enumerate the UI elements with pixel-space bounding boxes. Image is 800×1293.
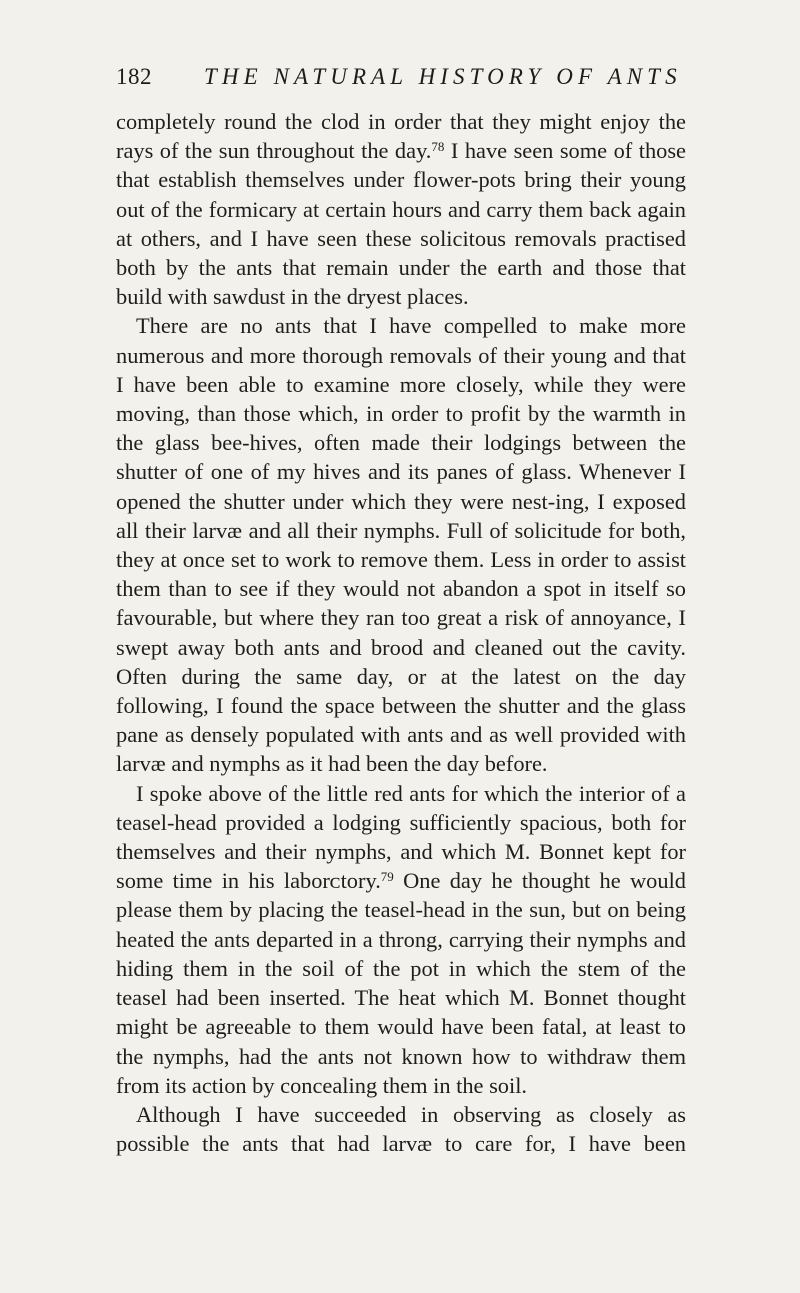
footnote-reference-79: 79 xyxy=(380,869,394,885)
paragraph-text: One day he thought he would please them by placing the teasel-head in the sun, but on being heated the ants departed in a throng, carrying their nymphs and hiding them in the soil of the pot in which the stem of the teasel had been inserted. The heat which M. Bonnet thought might be agreeable to them would have been fatal, at least to the nymphs, had the ants not known how to withdraw them from its action by concealing them in the soil. xyxy=(116,868,686,1098)
paragraph-1 xyxy=(116,107,686,311)
footnote-reference-78: 78 xyxy=(431,139,445,155)
page-number: 182 xyxy=(116,64,152,89)
paragraph-text: I spoke above of the little red ants for which the interior of a teasel-head provided a lodging sufficiently spacious, both for themselves and their nymphs, and which M. Bonnet kept for some time in his laborᴄtory. xyxy=(116,780,686,894)
paragraph-text: I have seen some of those that establish themselves under flower-pots bring their young out of the formicary at certain hours and carry them back again at others, and I have seen these solicitous removals practised both by the ants that remain under the earth and those that build with sawdust in the dryest places. xyxy=(116,138,686,310)
paragraph-text: There are no ants that I have compelled to make more numerous and more thorough removals of their young and that I have been able to examine more closely, while they were moving, than those which, in order to profit by the warmth in the glass bee-hives, often made their lodgings between the shutter of one of my hives and its panes of glass. Whenever I opened the shutter under which they were nest-ing, I exposed all their larvæ and all their nymphs. Full of solicitude for both, they at once set to work to remove them. Less in order to assist them than to see if they would not abandon a spot in itself so favourable, but where they ran too great a risk of annoyance, I swept away both ants and brood and cleaned out the cavity. Often during the same day, or at the latest on the day following, I found the space between the shutter and the glass pane as densely populated with ants and as well provided with larvæ and nymphs as it had been the day before. xyxy=(116,313,686,777)
running-title: THE NATURAL HISTORY OF ANTS xyxy=(204,64,682,89)
paragraph-text: completely round the clod in order that they might enjoy the rays of the sun throughout the day. xyxy=(116,109,686,164)
body-text xyxy=(116,107,686,1158)
running-header xyxy=(116,64,686,94)
paragraph-text: Although I have succeeded in observing as closely as possible the ants that had larvæ to care for, I have been xyxy=(116,1101,686,1157)
paragraph-4 xyxy=(116,1100,686,1158)
paragraph-2 xyxy=(116,311,686,778)
paragraph-3 xyxy=(116,779,686,1100)
